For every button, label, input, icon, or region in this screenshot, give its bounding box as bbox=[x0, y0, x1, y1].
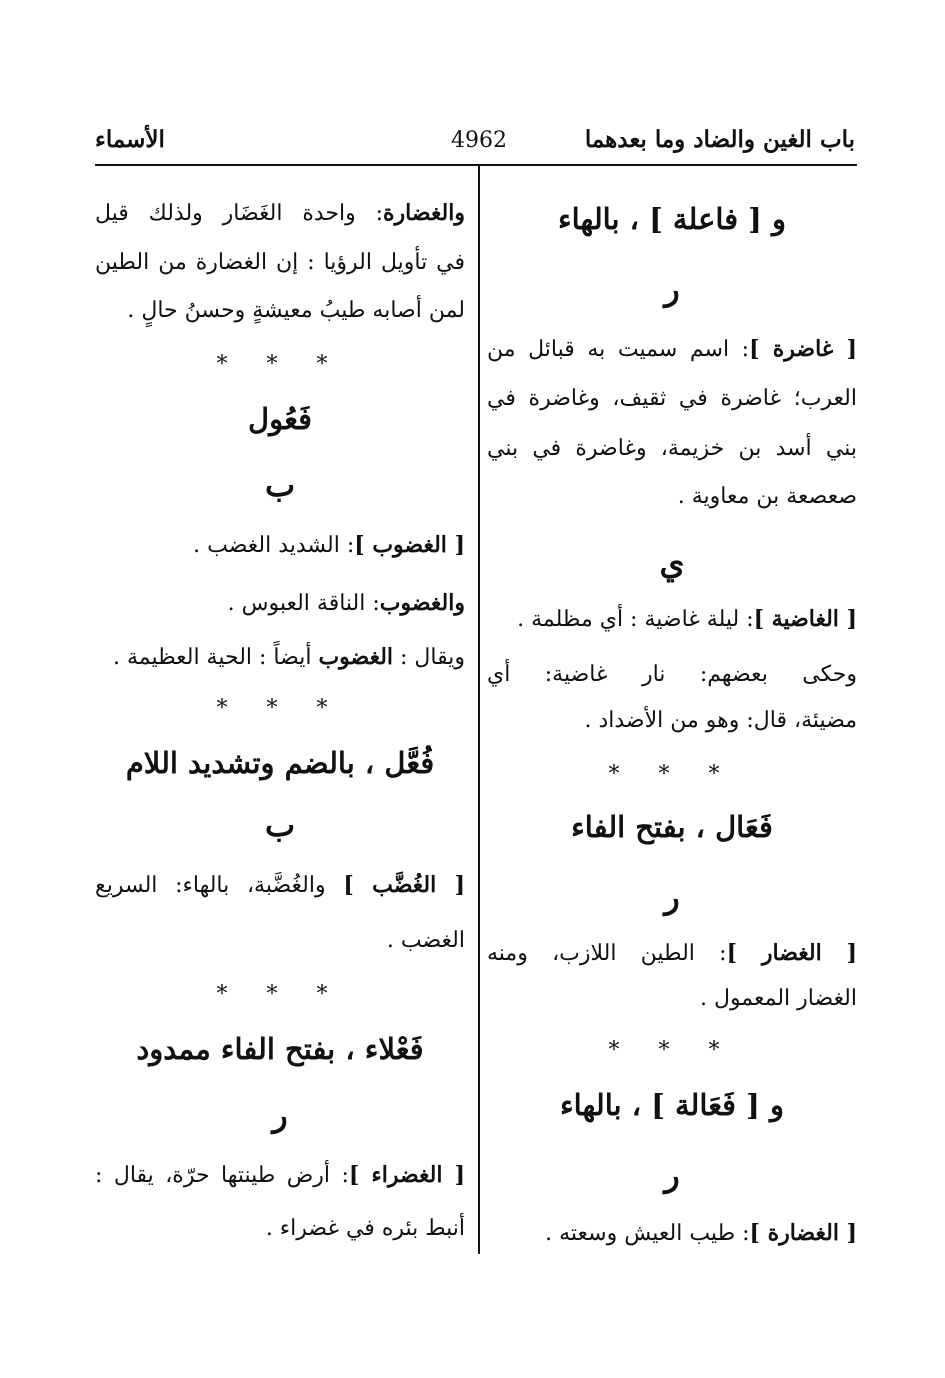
headword: [ الغضراء ] bbox=[348, 1162, 465, 1188]
definition-line: وحكى بعضهم: نار غاضية: أي bbox=[487, 662, 857, 687]
entry-heading: فَعُول bbox=[248, 402, 312, 436]
definition-line bbox=[95, 198, 465, 229]
definition-text: : اسم سميت به قبائل من bbox=[487, 337, 750, 362]
definition-line: بني أسد بن خزيمة، وغاضرة في بني bbox=[487, 436, 857, 461]
entry-heading: و [ فاعلة ] ، بالهاء bbox=[557, 202, 787, 236]
definition-line bbox=[487, 1218, 857, 1249]
definition-line bbox=[95, 642, 465, 673]
root-letter: ي bbox=[659, 544, 685, 582]
headword: [ الغُضَّب ] bbox=[343, 872, 465, 898]
root-letter: ب bbox=[264, 466, 296, 504]
definition-text: ويقال : bbox=[400, 645, 465, 670]
definition-text: أيضاً : الحية العظيمة . bbox=[112, 645, 312, 670]
entry-heading: فَعْلاء ، بفتح الفاء ممدود bbox=[136, 1032, 424, 1066]
definition-text: : الناقة العبوس . bbox=[227, 591, 380, 616]
entry-heading: و [ فَعَالة ] ، بالهاء bbox=[560, 1088, 784, 1122]
headword: [ الغضوب ] bbox=[354, 532, 465, 558]
headword: [ الغضار ] bbox=[726, 940, 857, 966]
section-separator: * * * bbox=[216, 352, 344, 377]
headword: [ غاضرة ] bbox=[749, 336, 857, 362]
column-divider bbox=[478, 164, 480, 1254]
headword: والغضارة bbox=[383, 200, 465, 226]
definition-text: : الشديد الغضب . bbox=[193, 533, 355, 558]
right-column bbox=[487, 0, 857, 1300]
definition-line bbox=[95, 530, 465, 561]
definition-text: والغُضَّبة، بالهاء: السريع bbox=[95, 873, 326, 898]
entry-heading: فُعَّل ، بالضم وتشديد اللام bbox=[125, 746, 435, 780]
headword: الغضوب bbox=[318, 644, 394, 670]
definition-line: لمن أصابه طيبُ معيشةٍ وحسنُ حالٍ . bbox=[127, 298, 465, 323]
definition-line: الغضار المعمول . bbox=[699, 986, 857, 1011]
entry-heading: فَعَال ، بفتح الفاء bbox=[571, 810, 773, 844]
left-column bbox=[95, 0, 465, 1300]
definition-line bbox=[487, 938, 857, 969]
definition-text: : طيب العيش وسعته . bbox=[545, 1221, 750, 1246]
definition-line bbox=[487, 604, 857, 635]
root-letter: ب bbox=[264, 806, 296, 844]
definition-line: مضيئة، قال: وهو من الأضداد . bbox=[584, 708, 857, 733]
definition-line: أنبط بئره في غضراء . bbox=[265, 1216, 465, 1241]
root-letter: ر bbox=[664, 1156, 680, 1194]
headword: والغضوب bbox=[379, 590, 465, 616]
headword: [ الغضارة ] bbox=[749, 1220, 857, 1246]
definition-line bbox=[95, 870, 465, 901]
definition-text: : واحدة الغَضَار ولذلك قيل bbox=[95, 201, 384, 226]
definition-line: صعصعة بن معاوية . bbox=[677, 484, 857, 509]
definition-line bbox=[95, 1160, 465, 1191]
definition-line bbox=[487, 334, 857, 365]
definition-line: العرب؛ غاضرة في ثقيف، وغاضرة في bbox=[487, 386, 857, 411]
section-separator: * * * bbox=[608, 762, 736, 787]
definition-line: في تأويل الرؤيا : إن الغضارة من الطين bbox=[95, 250, 465, 275]
root-letter: ر bbox=[272, 1096, 288, 1134]
headword: [ الغاضية ] bbox=[753, 606, 857, 632]
section-separator: * * * bbox=[608, 1038, 736, 1063]
section-title: الأسماء bbox=[95, 126, 165, 153]
definition-text: : أرض طينتها حرّة، يقال : bbox=[95, 1163, 349, 1188]
chapter-title: باب الغين والضاد وما بعدهما bbox=[584, 126, 855, 153]
definition-line bbox=[95, 588, 465, 619]
definition-line: الغضب . bbox=[386, 928, 465, 953]
page-number: 4962 bbox=[451, 128, 507, 153]
definition-text: : ليلة غاضية : أي مظلمة . bbox=[517, 607, 754, 632]
section-separator: * * * bbox=[216, 982, 344, 1007]
root-letter: ر bbox=[664, 878, 680, 916]
section-separator: * * * bbox=[216, 696, 344, 721]
root-letter: ر bbox=[664, 270, 680, 308]
definition-text: : الطين اللازب، ومنه bbox=[487, 941, 727, 966]
